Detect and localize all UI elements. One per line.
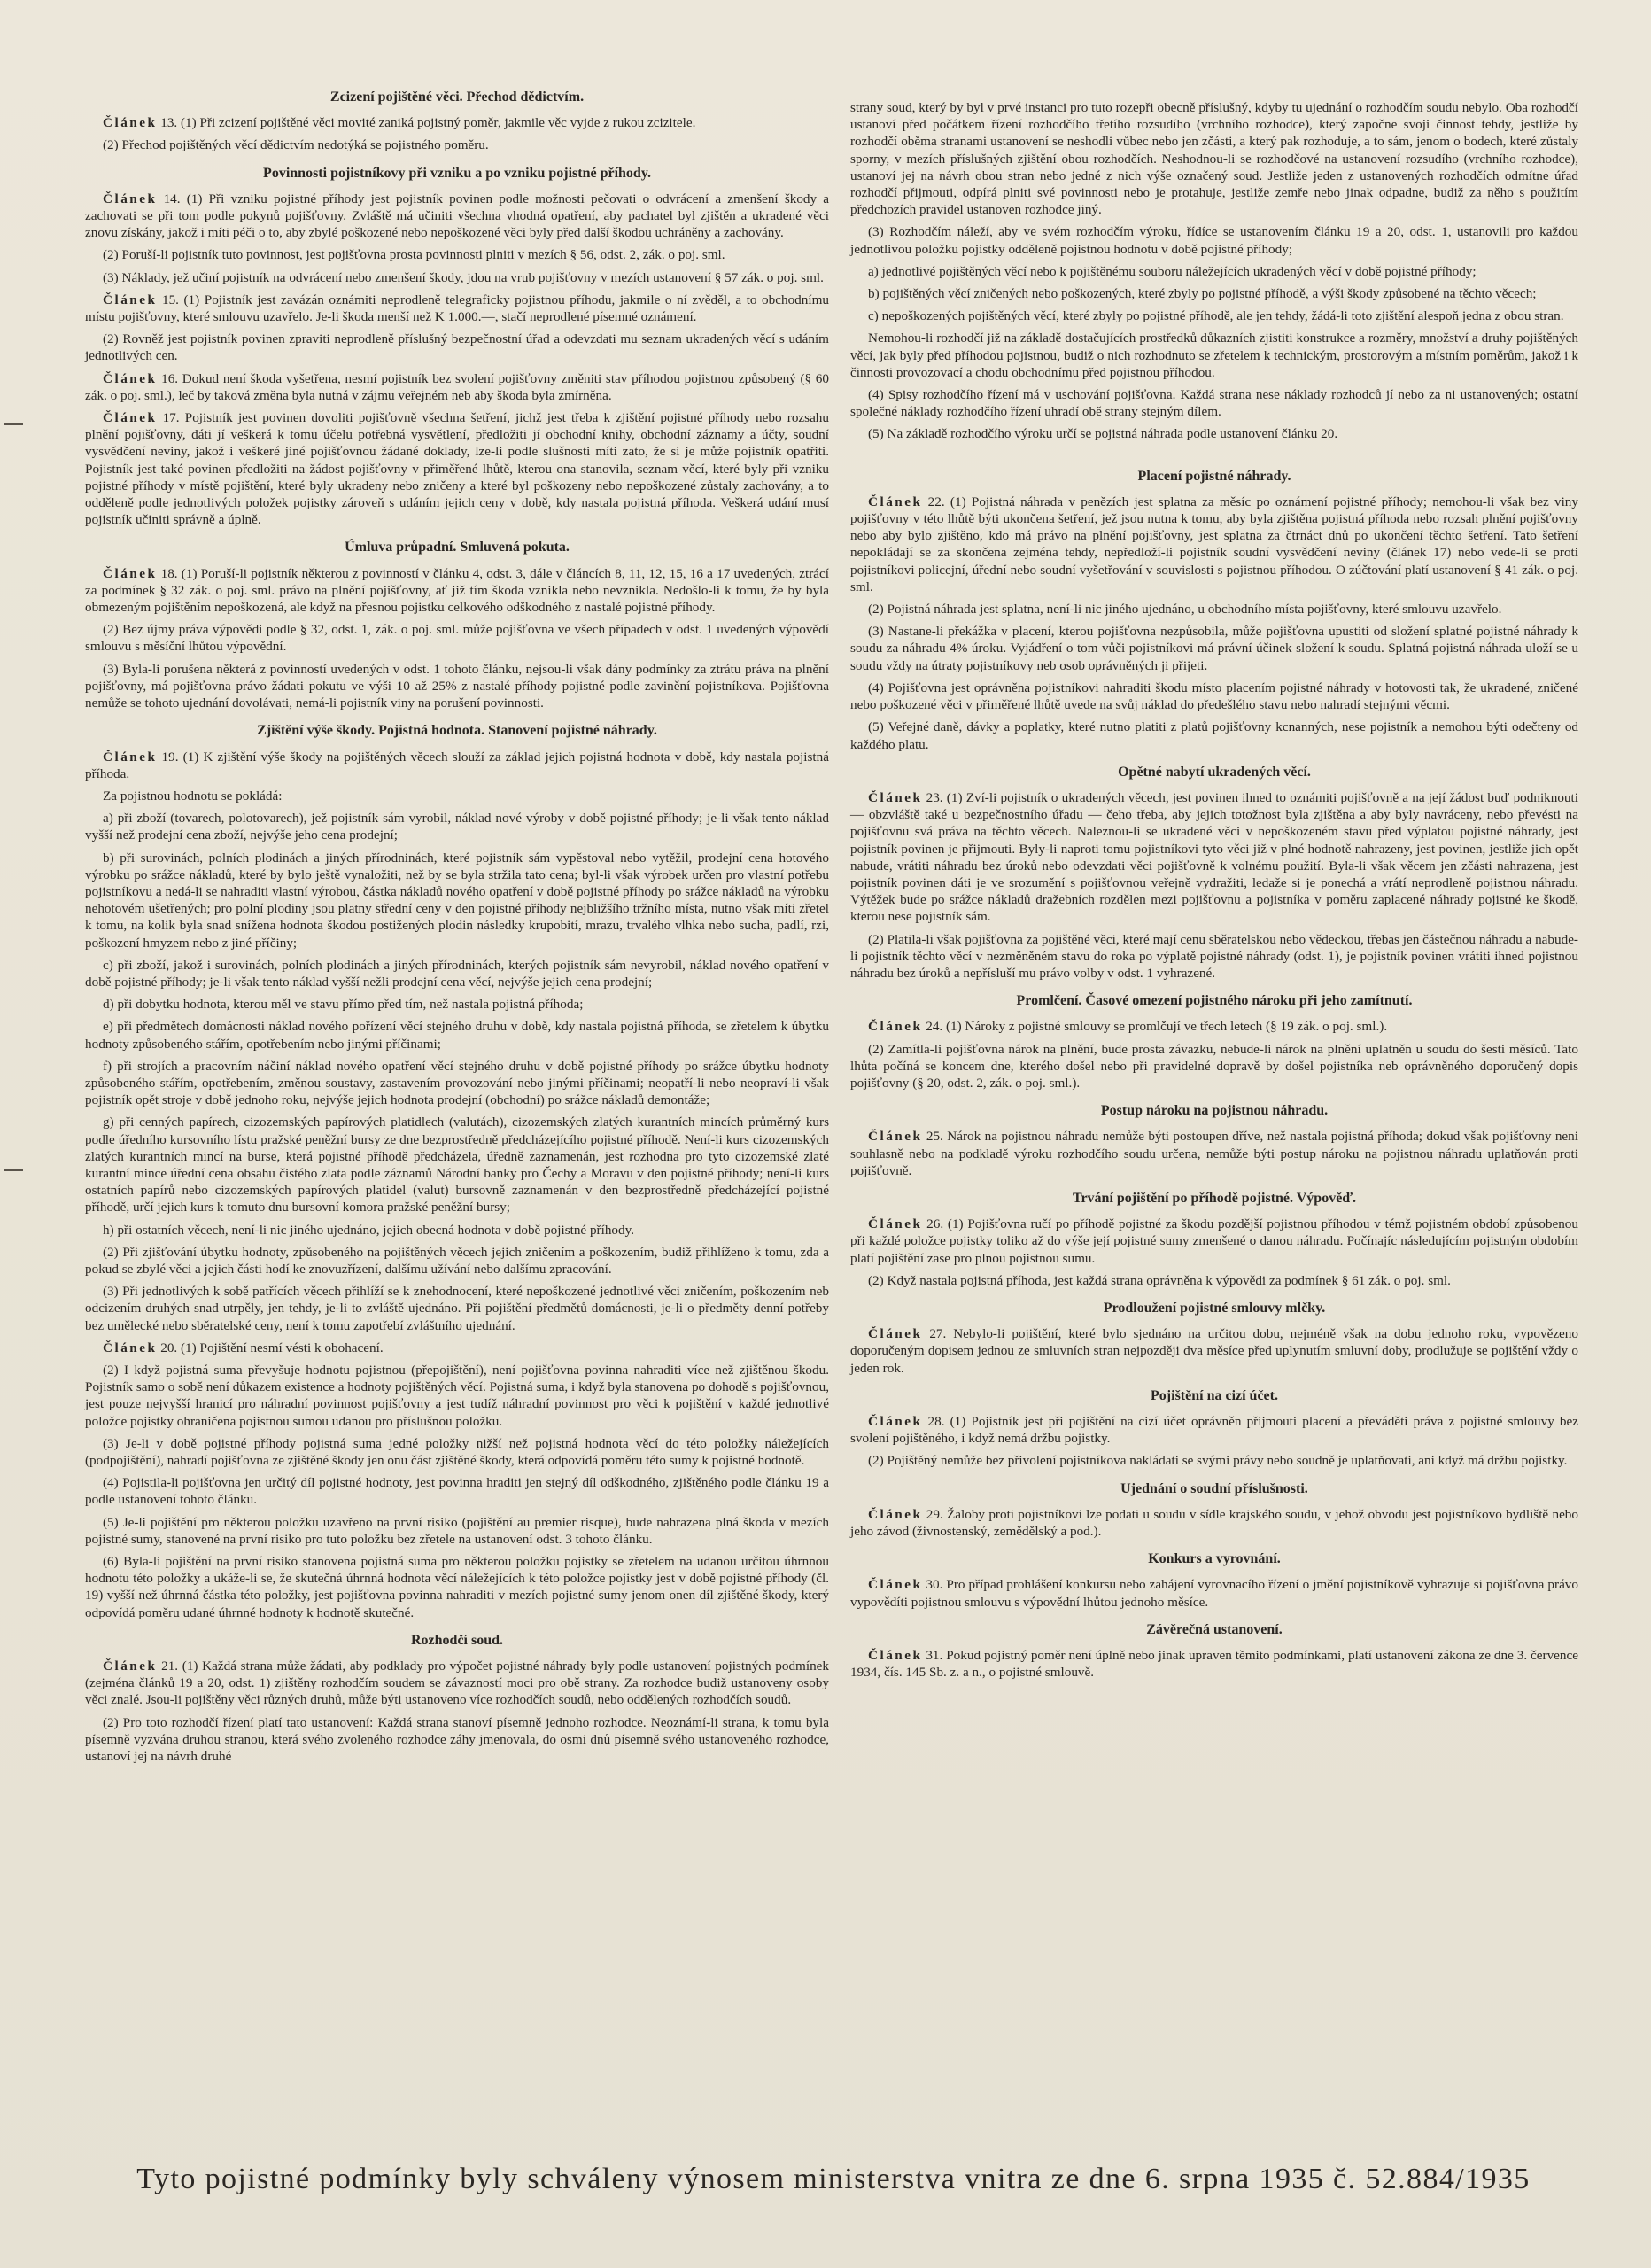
article-18-1: Článek 18. (1) Poruší-li pojistník některou z povinností v článku 4, odst. 3, dále v článcích 8, 11, 12, 15, 16 a 17 uvedených, ztrácí za podmínek § 32 zák. o poj. sml. právo na plnění pojišťovny, ať již tím škoda vznikla nebo nevznikla. Nedošlo-li k tomu, že by byla obmezeným pojištěním nepoškozená, ale když na přesnou pojistku celkového odškodného z nastalé pojistné příhody.	[85, 565, 829, 616]
article-19-a: a) při zboží (tovarech, polotovarech), jež pojistník sám vyrobil, náklad nové výroby v době pojistné příhody; je-li však tento náklad vyšší než prodejní cena zboží, nejvýše jeho cena prodejní;	[85, 811, 829, 843]
heading-prodlouzeni: Prodloužení pojistné smlouvy mlčky.	[1103, 1300, 1326, 1316]
heading-umluva: Úmluva průpadní. Smluvená pokuta.	[345, 540, 570, 555]
heading-zjisteni: Zjištění výše škody. Pojistná hodnota. Stanovení pojistné náhrady.	[257, 723, 657, 739]
article-21-3: (3) Rozhodčím náleží, aby ve svém rozhodčím výroku, řídíce se ustanovením článku 19 a 20, odst. 1, ustanovili pro každou jednotlivou položku pojistky odděleně pojistnou hodnotu v době pojistné příhody;	[850, 224, 1578, 257]
article-22-3: (3) Nastane-li překážka v placení, kterou pojišťovna nezpůsobila, může pojišťovna upustiti od složení splatné pojistné náhrady k soudu za náhradu 4% úroku. Vyjádření o tom vůči pojistníkovi má právní účinek složení k soudu. Splatná pojistná náhrada uloží se u soudu vždy na útraty pojistníkovy neb osob oprávněných ji přijeti.	[850, 624, 1578, 673]
article-26-2: (2) Když nastala pojistná příhoda, jest každá strana oprávněna k výpovědi za podmínek § 61 zák. o poj. sml.	[868, 1272, 1451, 1288]
article-19-2: (2) Při zjišťování úbytku hodnoty, způsobeného na pojištěných věcech jejich zničením a poškozením, budiž přihlíženo k tomu, zda a pokud se zbylé věci a jejich části hodí ke znovuzřízení, dalšímu užívání nebo dalšímu zpracování.	[85, 1244, 829, 1277]
heading-trvani: Trvání pojištění po příhodě pojistné. Výpověď.	[1072, 1190, 1357, 1206]
article-20-1: Článek 20. (1) Pojištění nesmí vésti k obohacení.	[103, 1340, 384, 1355]
heading-placeni: Placení pojistné náhrady.	[1137, 468, 1291, 484]
article-23-2: (2) Platila-li však pojišťovna za pojištěné věci, které mají cenu sběratelskou nebo vědeckou, třebas jen částečnou náhradu a nabude-li pojistník těchto věcí v nezměněném stavu do roka po výplatě pojistné náhrady (odst. 1), je pojistník povinen vrátiti ihned pojistnou náhradu bez úroků a nepřísluší mu právo volby v odst. 1 vyhrazené.	[850, 931, 1578, 981]
article-21-1: Článek 21. (1) Každá strana může žádati, aby podklady pro výpočet pojistné náhrady byly podle ustanovení pojistných podmínek (zejména článků 19 a 20, odst. 1) zjištěny rozhodčím soudem se závazností moci pro obě strany. Za rozhodce budiž ustanoveny osoby věci znalé. Jsou-li pojištěny věci různých druhů, může býti ustanoveno více rozhodčích soudů, nebo oddělených rozhodčích soudů.	[85, 1658, 829, 1708]
article-23-1: Článek 23. (1) Zví-li pojistník o ukradených věcech, jest povinen ihned to oznámiti pojišťovně a na její žádost buď podniknouti — obzvláště také u bezpečnostního úřadu — čeho třeba, aby jejich totožnost byla zjištěna a aby byly navráceny, nebo převésti na pojišťovnu svá práva na těchto věcech. Naleznou-li se ukradené věci v nepoškozeném stavu před výplatou pojistné náhrady, jest pojistník povinen je přijmouti. Byly-li naproti tomu pojistníkovi tyto věci již v plné hodnotě nahrazeny, jest povinen, jestliže jich opět nabude, vrátiti náhradu bez úroků nebo odevzdati věci pojišťovně k volnému použití. Byla-li však věcem jen zčásti nahrazena, jest pojistník povinen dáti je ve srozumění s pojišťovnou veřejně vydražiti, ledaže si je ponechá a vrátí neprodleně pojistnou náhradu. Výtěžek bude po srážce nákladů dražebních rozdělen mezi pojišťovnu a pojistníka v poměru zaplacené náhrady pojistné ke škodě, kterou nese pojistník sám.	[850, 789, 1578, 925]
heading-zcizeni: Zcizení pojištěné věci. Přechod dědictvím.	[329, 89, 585, 105]
article-15-1: Článek 15. (1) Pojistník jest zavázán oznámiti neprodleně telegraficky pojistnou příhodu, jakmile o ní zvěděl, a to obchodnímu místu pojišťovny, které smlouvu uzavřelo. Je-li škoda menší než K 1.000.—, stačí neprodlené písemné oznámení.	[85, 291, 829, 325]
article-17-1: Článek 17. Pojistník jest povinen dovoliti pojišťovně všechna šetření, jichž jest třeba k zjištění pojistné příhody nebo rozsahu plnění pojišťovny, dáti jí veškerá k tomu účelu potřebná vysvětlení, předložiti jí obchodní knihy, obchodní záznamy a účty, soudní vysvědčení neviny, jakož i veškeré jiné pojišťovnou žádané doklady, lze-li podle slušnosti míti zato, že si je může pojistník opatřiti. Pojistník jest také povinen předložiti na žádost pojišťovny v přiměřené lhůtě, kterou ona stanovila, seznam věcí, které byly při vzniku pojistné příhody v místě pojištění, které byly ukradeny nebo zničeny a které byl poškozeny nebo nepoškozené zůstaly zachovány, a to odděleně podle jednotlivých položek pojistky zároveň s udáním jejich ceny v době, kdy nastala pojistná příhoda. Veškerá udání musí pojistník učiniti správně a úplně.	[85, 410, 829, 528]
article-22-4: (4) Pojišťovna jest oprávněna pojistníkovi nahraditi škodu místo placením pojistné náhrady v hotovosti tak, že ukradené, zničené nebo poškozené věci v přiměřené lhůtě uvede na svůj náklad do předešlého stavu nebo nahradí stejnými věcmi.	[850, 680, 1578, 713]
article-14-1: Článek 14. (1) Při vzniku pojistné příhody jest pojistník povinen podle možnosti pečovati o odvrácení a zmenšení škody a zachovati se při tom podle pokynů pojišťovny. Zvláště má učiniti všechna vhodná opatření, aby pachatel byl zjištěn a ukradené věci znovu získány, jakož i míti péči o to, aby zbylé poškozené nebo nepoškozené věci byly před další škodou uchráněny a zachovány.	[85, 190, 829, 241]
article-14-3: (3) Náklady, jež učiní pojistník na odvrácení nebo zmenšení škody, jdou na vrub pojišťovny v mezích ustanovení § 57 zák. o poj. sml.	[103, 269, 824, 285]
article-19-e: e) při předmětech domácnosti náklad nového pořízení věcí stejného druhu v době, kdy nastala pojistná příhoda, se zřetelem k úbytku hodnoty způsobeného stářím, opotřebením nebo jinými příčinami;	[85, 1019, 829, 1052]
left-column	[85, 89, 829, 1770]
article-19-c: c) při zboží, jakož i surovinách, polních plodinách a jiných přírodninách, kterých pojistník sám nevyrobil, náklad nového opatření v době pojistné příhody; je-li však tento náklad vyšší nežli prodejní cena věcí, nejvýše jejich cena prodejní;	[85, 957, 829, 990]
article-28-2: (2) Pojištěný nemůže bez přivolení pojistníkova nakládati se svými právy nebo soudně je uplatňovati, ani když má držbu pojistky.	[868, 1453, 1568, 1469]
article-21-3-d: Nemohou-li rozhodčí již na základě dostačujících prostředků důkazních zjistiti konstrukce a rozměry, množství a druhy pojištěných věcí, jak byly před příhodou pojistnou, budiž o nich rozhodnuto se zřetelem k technickým, prostorovým a místním poměrům, jakož i k činnosti provozovací a chodu obchodnímu před pojistnou příhodou.	[850, 330, 1578, 380]
article-19-d: d) při dobytku hodnota, kterou měl ve stavu přímo před tím, než nastala pojistná příhoda;	[103, 997, 584, 1013]
article-21-2-continued: strany soud, který by byl v prvé instanci pro tuto rozepři obecně příslušný, kdyby tu ujednání o rozhodčím soudu nebylo. Oba rozhodčí ustanoví před počátkem řízení rozhodčího třetího rozsudího (vrchního rozhodce), který započne svoji činnost tehdy, jestliže by rozhodčí oběma stranami ustanovení se neshodli vůbec nebo jen zčásti, a který pak rozhoduje, a to sám, jenom o bodech, které zůstaly sporny, v mezích příslušných zjištění obou rozhodčích. Neshodnou-li se rozhodčové na ustanovení rozsudího (vrchního rozhodce), ustanoví jej na návrh obou stran nebo jedné z nich výše označený soud. Jestliže jeden z ustanovených rozhodčích odmítne úřad rozhodčí přijmouti, odpírá plniti své povinnosti nebo je protahuje, jestliže zemře nebo jinak odpadne, budiž za něho s použitím předchozích pravidel ustanoven rozhodce jiný.	[850, 100, 1578, 218]
heading-povinnosti: Povinnosti pojistníkovy při vzniku a po vzniku pojistné příhody.	[263, 165, 651, 181]
article-21-4: (4) Spisy rozhodčího řízení má v uschování pojišťovna. Každá strana nese náklady rozhodců jí nebo za ni ustanovených; ostatní společné náklady rozhodčího řízení uhradí obě strany stejným dílem.	[850, 387, 1578, 420]
article-19-g: g) při cenných papírech, cizozemských papírových platidlech (valutách), cizozemských zlatých kurantních mincích průměrný kurs podle úředního kursovního lístu pražské peněžní bursy ze dne bezprostředně předcházejícího pojistné příhodě. Není-li kurs cizozemských zlatých kurantních mincí na burse, která pojistné příhodě předcházela, úředně zaznamenán, jest rozhodna pro tyto cizozemské zlaté kurantní mince úřední cena obsahu čistého zlata podle záznamů Národní banky pro Čechy a Moravu v den pojistné příhody; není-li kurs ostatních papírů nebo cizozemských papírových platidel (valut) bursovně zaznamenán v den bezprostředně předcházející pojistné příhodě, určí jejich kurs k tomuto dnu bursovní komora pražské peněžní bursy;	[85, 1115, 829, 1216]
heading-opetne-nabyti: Opětné nabytí ukradených věcí.	[1118, 764, 1311, 780]
article-30-1: Článek 30. Pro případ prohlášení konkursu nebo zahájení vyrovnacího řízení o jmění pojistníkově vyhrazuje si pojišťovna právo vypovědíti pojistnou smlouvu s výpovědní lhůtou jednoho měsíce.	[850, 1577, 1578, 1610]
article-20-2: (2) I když pojistná suma převyšuje hodnotu pojistnou (přepojištění), není pojišťovna povinna nahraditi více než zjištěnou škodu. Pojistník samo o sobě není důkazem existence a hodnoty pojištěných věcí. Pojistná suma, i když byla stanovena po dohodě s pojišťovnou, jest pouze nejvyšší hranicí pro náhradní povinnost pojišťovny a jest tudíž náhradní povinnost pro věci k pojištění v každé jednotlivé položce pojistky ohraničena pojistnou sumou udanou pro příslušnou položku.	[85, 1363, 829, 1429]
margin-tick	[4, 423, 23, 425]
article-19-1: Článek 19. (1) K zjištění výše škody na pojištěných věcech slouží za základ jejich pojistná hodnota v době, kdy nastala pojistná příhoda.	[85, 749, 829, 781]
article-21-5: (5) Na základě rozhodčího výroku určí se pojistná náhrada podle ustanovení článku 20.	[868, 426, 1338, 442]
article-13-1: Článek 13. (1) Při zcizení pojištěné věci movité zaniká pojistný poměr, jakmile věc vyjde z rukou zcizitele.	[103, 115, 696, 131]
article-29-1: Článek 29. Žaloby proti pojistníkovi lze podati u soudu v sídle krajského soudu, v jehož obvodu jest pojistníkovo bydliště nebo jeho závod (živnostenský, zemědělský a pod.).	[850, 1506, 1578, 1540]
article-13-2: (2) Přechod pojištěných věcí dědictvím nedotýká se pojistného poměru.	[103, 137, 489, 153]
article-22-1: Článek 22. (1) Pojistná náhrada v penězích jest splatna za měsíc po oznámení pojistné příhody; nemohou-li však bez viny pojišťovny v této lhůtě býti ukončena šetření, jež jsou nutna k tomu, aby byla zjištěna pojistná příhoda nebo rozsah plnění pojišťovny nebo aby bylo zjištěno, kdo má právo na plnění pojišťovny, jest splatna za čtrnáct dnů po ukončení těchto šetření. Tato šetření nepokládají se za skončena zejména tehdy, nepředloží-li pojistník soudní vysvědčení neviny (článek 17) nebo vede-li se proti pojistníkovi policejní, úřední nebo soudní vyšetřování v souvislosti s pojistnou příhodou. O zúčtování platí ustanovení § 41 zák. o poj. sml.	[850, 493, 1578, 594]
article-25-1: Článek 25. Nárok na pojistnou náhradu nemůže býti postoupen dříve, než nastala pojistná příhoda; dokud však pojišťovny neni souhlasně nebo na podkladě výroku rozhodčího soudu určena, nemůže býti postup nároku na pojistnou náhradu uplatňován proti pojišťovně.	[850, 1129, 1578, 1178]
heading-zaverecna: Závěrečná ustanovení.	[1146, 1621, 1283, 1637]
approval-footer: Tyto pojistné podmínky byly schváleny výnosem ministerstva vnitra ze dne 6. srpna 1935 č. 52.884/1935	[136, 2163, 1531, 2195]
article-20-5: (5) Je-li pojištění pro některou položku uzavřeno na první risiko (pojištění au premier risque), bude nahrazena plná škoda v mezích pojistné sumy, stanovené na první risiko pro tuto položku bez zřetele na ustanovení odst. 3 tohoto článku.	[85, 1514, 829, 1547]
article-19-h: h) při ostatních věcech, není-li nic jiného ujednáno, jejich obecná hodnota v době pojistné příhody.	[103, 1222, 635, 1238]
article-21-3-c: c) nepoškozených pojištěných věcí, které zbyly po pojistné příhodě, ale jen tehdy, žádá-li toto zjištění alespoň jedna z obou stran.	[868, 308, 1564, 324]
article-15-2: (2) Rovněž jest pojistník povinen zpraviti neprodleně příslušný bezpečnostní úřad a odevzdati mu seznam ukradených věcí s udáním jednotlivých cen.	[85, 331, 829, 364]
heading-cizi-ucet: Pojištění na cizí účet.	[1151, 1387, 1278, 1403]
article-18-2: (2) Bez újmy práva výpovědi podle § 32, odst. 1, zák. o poj. sml. může pojišťovna ve všech případech v odst. 1 uvedených výpovědí smlouvu s měsíční lhůtou výpovědní.	[85, 622, 829, 655]
heading-postup: Postup nároku na pojistnou náhradu.	[1100, 1103, 1329, 1119]
article-27-1: Článek 27. Nebylo-li pojištění, které bylo sjednáno na určitou dobu, nejméně však na dobu jednoho roku, vypovězeno doporučeným dopisem jednou ze smluvních stran nejpozději dva měsíce před uplynutím smluvní doby, prodlužuje se pojištění vždy o jeden rok.	[850, 1326, 1578, 1376]
article-28-1: Článek 28. (1) Pojistník jest při pojištění na cizí účet oprávněn přijmouti placení a převáděti práva z pojistné smlouvy bez svolení pojištěného, i když nemá držbu pojistky.	[850, 1414, 1578, 1447]
article-20-6: (6) Byla-li pojištění na první risiko stanovena pojistná suma pro některou položku pojistky se zřetelem na udanou určitou úhrnnou hodnotu této položky a ukáže-li se, že skutečná úhrnná hodnota věcí náležejících k této položce pojistky jest v době pojistné příhody (čl. 19) vyšší než úhrnná částka této položky, jest pojišťovna povinna nahraditi v mezích pojistné sumy jenom onen díl zjištěné škody, který odpovídá poměru udané úhrnné hodnoty k hodnotě skutečné.	[85, 1554, 829, 1620]
article-21-3-b: b) pojištěných věcí zničených nebo poškozených, které zbyly po pojistné příhodě, a výši škody způsobené na těchto věcech;	[868, 286, 1537, 302]
article-20-3: (3) Je-li v době pojistné příhody pojistná suma jedné položky nižší než pojistná hodnota věcí do této položky náležejících (podpojištění), nahradí pojišťovna ze zjištěné škody jen onu část zjištěné škody, která odpovídá poměru této sumy k pojistné hodnotě.	[85, 1435, 829, 1469]
article-16-1: Článek 16. Dokud není škoda vyšetřena, nesmí pojistník bez svolení pojišťovny změniti stav příhodou pojistnou způsobený (§ 60 zák. o poj. sml.), leč by taková změna byla nutná v zájmu veřejném neb aby škoda byla zmírněna.	[85, 370, 829, 403]
article-21-2: (2) Pro toto rozhodčí řízení platí tato ustanovení: Každá strana stanoví písemně jednoho rozhodce. Neoznámí-li strana, k tomu byla písemně vyzvána druhou stranou, která svého zvoleného rozhodce záhy jmenovala, do osmi dnů písemně svého ustanoveného rozhodce, ustanoví jej na návrh druhé	[85, 1714, 829, 1765]
article-20-4: (4) Pojistila-li pojišťovna jen určitý díl pojistné hodnoty, jest povinna hraditi jen stejný díl odškodného, zjištěného podle článku 19 a podle ustanovení tohoto článku.	[85, 1475, 829, 1508]
heading-konkurs: Konkurs a vyrovnání.	[1148, 1551, 1281, 1567]
right-column	[850, 99, 1578, 1686]
article-19-b: b) při surovinách, polních plodinách a jiných přírodninách, které pojistník sám vypěstoval nebo vytěžil, prodejní cena hotového výrobku po srážce nákladů, které by bylo ještě vynaložiti, než by se byla stržila tato cena; byl-li však výrobek určen pro vlastní potřebu pojistníkovu a nedá-li se nahraditi vlastní výrobou, částka nákladů nového opatření v době pojistné příhody po srážce nákladů na výrobku nehotovém ušetřených; pro polní plodiny jsou platny střední ceny v den pojistné příhody nejbližšího tržního místa, nutno však míti zřetel k tomu, na kolik byla snad snížena hodnota škodou postižených plodin následky krupobití, mrazu, trvalého vlhka nebo sucha, padlí, rzi, poškození hmyzem nebo z jiné příčiny;	[85, 850, 829, 951]
article-19-f: f) při strojích a pracovním náčiní náklad nového opatření věcí stejného druhu v době pojistné příhody po srážce úbytku hodnoty způsobeného stářím, opotřebením, změnou soustavy, zastavením provozování nebo jinými příčinami; neopatří-li nebo neopraví-li však pojistník opět stroje v době jednoho roku, nejvýše jejich hodnota prodejní (obchodní) po srážce nákladů demontáže;	[85, 1058, 829, 1108]
article-24-2: (2) Zamítla-li pojišťovna nárok na plnění, bude prosta závazku, nebude-li nárok na plnění uplatněn u soudu do šesti měsíců. Tato lhůta počíná se koncem dne, kterého došel nebo při pravidelné dopravě by došel pojistníka neb oprávněného doporučený dopis pojišťovny (§ 20, odst. 2, zák. o poj. sml.).	[850, 1041, 1578, 1091]
heading-soudni: Ujednání o soudní příslušnosti.	[1120, 1480, 1308, 1496]
article-22-5: (5) Veřejné daně, dávky a poplatky, které nutno platiti z platů pojišťovny kcnanných, nese pojistník a nemohou býti odečteny od každého platu.	[850, 719, 1578, 752]
article-24-1: Článek 24. (1) Nároky z pojistné smlouvy se promlčují ve třech letech (§ 19 zák. o poj. sml.).	[868, 1019, 1388, 1035]
article-18-3: (3) Byla-li porušena některá z povinností uvedených v odst. 1 tohoto článku, nejsou-li však dány podmínky za ztrátu práva na plnění pojišťovny, má pojišťovna právo žádati pokutu ve výši 10 až 25% z nastalé příhody pojistné podle zavinění pojistníkova. Pojišťovna nemůže se tohoto ujednání dovolávati, nemá-li pojistník viny na porušení povinnosti.	[85, 661, 829, 711]
article-14-2: (2) Poruší-li pojistník tuto povinnost, jest pojišťovna prosta povinnosti plniti v mezích § 56, odst. 2, zák. o poj. sml.	[103, 247, 725, 263]
article-22-2: (2) Pojistná náhrada jest splatna, není-li nic jiného ujednáno, u obchodního místa pojišťovny, které smlouvu uzavřelo.	[868, 602, 1502, 617]
heading-rozhodci: Rozhodčí soud.	[410, 1632, 504, 1648]
heading-promlceni: Promlčení. Časové omezení pojistného nároku při jeho zamítnutí.	[1016, 993, 1413, 1009]
article-26-1: Článek 26. (1) Pojišťovna ručí po příhodě pojistné za škodu pozdější pojistnou příhodou v témž pojistném období způsobenou při každé položce pojistky toliko až do výše její pojistné sumy zmenšené o danou náhradu. Počínajíc následujícím pojistným obdobím platí pojištění zase pro plnou pojistnou sumu.	[850, 1216, 1578, 1266]
margin-tick	[4, 1169, 23, 1171]
article-19-intro: Za pojistnou hodnotu se pokládá:	[103, 788, 283, 804]
article-21-3-a: a) jednotlivé pojištěných věcí nebo k pojištěnému souboru náležejících ukradených věcí v době pojistné příhody;	[868, 263, 1477, 279]
article-19-3: (3) Při jednotlivých k sobě patřících věcech přihlíží se k znehodnocení, které nepoškozené jednotlivé věci zničením, poškozením neb odcizením druhých snad utrpěly, jen tehdy, je-li to zvláště ujednáno. Při pojištění předmětů domácnosti, je-li o předměty denní potřeby bez umělecké nebo sběratelské ceny, není k tomu zapotřebí zvláštního ujednání.	[85, 1284, 829, 1333]
article-31-1: Článek 31. Pokud pojistný poměr není úplně nebo jinak upraven těmito podmínkami, platí ustanovení zákona ze dne 3. července 1934, čís. 145 Sb. z. a n., o pojistné smlouvě.	[850, 1648, 1578, 1681]
